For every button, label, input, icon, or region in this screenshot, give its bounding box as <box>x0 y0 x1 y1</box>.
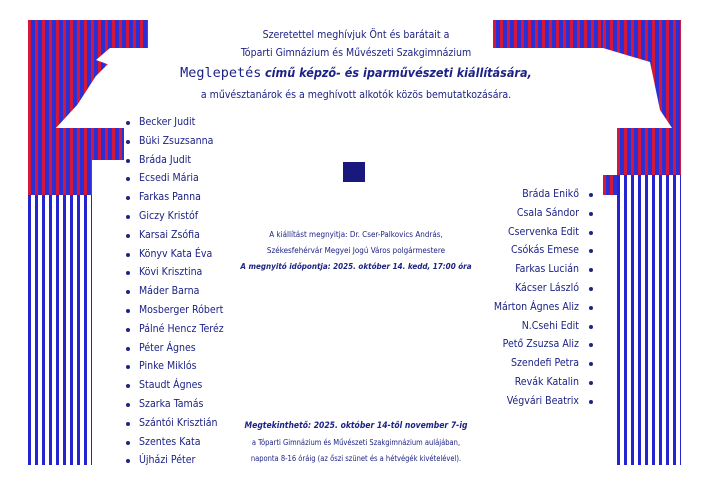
bullet-icon <box>126 384 130 388</box>
school-name: Tóparti Gimnázium és Művészeti Szakgimnázium <box>240 47 472 59</box>
artist-name: Becker Judit <box>139 116 196 128</box>
viewing-hours: naponta 8-16 óráig (az őszi szünet és a hétvégék kivételével). <box>250 454 462 463</box>
list-item <box>126 151 224 170</box>
list-item <box>494 298 593 317</box>
list-item <box>126 301 224 320</box>
artist-name: Kácser László <box>515 281 579 294</box>
artist-name: Végvári Beatrix <box>506 394 579 407</box>
bullet-icon <box>589 193 593 197</box>
bullet-icon <box>589 231 593 235</box>
bullet-icon <box>126 309 130 313</box>
artist-name: Mosberger Róbert <box>139 303 224 316</box>
bullet-icon <box>589 212 593 216</box>
bullet-icon <box>126 365 130 369</box>
artist-name: Szántói Krisztián <box>139 416 218 429</box>
bullet-icon <box>126 403 130 407</box>
list-item <box>126 320 224 339</box>
right-artist-list <box>494 185 593 411</box>
bullet-icon <box>589 362 593 366</box>
viewing-location: a Tóparti Gimnázium és Művészeti Szakgimnázium aulájában, <box>251 438 461 447</box>
list-item <box>126 339 224 358</box>
list-item <box>494 241 593 260</box>
bullet-icon <box>589 249 593 253</box>
list-item <box>126 282 224 301</box>
list-item <box>494 335 593 354</box>
artist-name: Márton Ágnes Aliz <box>493 300 579 313</box>
decorative-square <box>343 162 365 182</box>
bullet-icon <box>126 196 130 200</box>
opening-speaker-title: Székesfehérvár Megyei Jogú Város polgármestere <box>266 246 446 255</box>
bullet-icon <box>589 325 593 329</box>
list-item <box>494 260 593 279</box>
artist-name: N.Csehi Edit <box>521 319 579 332</box>
artist-name: Kövi Krisztina <box>139 266 203 279</box>
artist-name: Büki Zsuzsanna <box>139 134 214 147</box>
invitation-line-4: a művésztanárok és a meghívott alkotók közös bemutatkozására. <box>200 89 512 101</box>
artist-name: Cservenka Edit <box>508 225 579 238</box>
left-artist-list <box>126 113 224 470</box>
list-item <box>494 354 593 373</box>
artist-name: Szendefi Petra <box>510 357 579 370</box>
artist-name: Ecsedi Mária <box>139 172 199 185</box>
bullet-icon <box>126 121 130 125</box>
exhibition-title <box>0 66 712 80</box>
bullet-icon <box>126 290 130 294</box>
artist-name: Pető Zsuzsa Aliz <box>502 338 579 351</box>
artist-name: Csókás Emese <box>510 244 579 257</box>
bullet-icon <box>126 328 130 332</box>
list-item <box>126 357 224 376</box>
bullet-icon <box>126 215 130 219</box>
bullet-icon <box>126 347 130 351</box>
list-item <box>126 169 224 188</box>
list-item <box>494 373 593 392</box>
bullet-icon <box>126 159 130 163</box>
list-item <box>126 395 224 414</box>
artist-name: Szentes Kata <box>139 435 201 448</box>
bullet-icon <box>589 400 593 404</box>
invitation-line-1: Szeretettel meghívjuk Önt és barátait a <box>262 29 450 41</box>
artist-name: Szarka Tamás <box>139 397 204 410</box>
artist-name: Pálné Hencz Teréz <box>139 322 224 335</box>
list-item <box>126 188 224 207</box>
list-item <box>494 185 593 204</box>
list-item <box>126 376 224 395</box>
bullet-icon <box>589 287 593 291</box>
viewing-dates: Megtekinthető: 2025. október 14-től november 7-ig <box>244 421 468 431</box>
opening-speaker: A kiállítást megnyitja: Dr. Cser-Palkovics András, <box>269 230 443 239</box>
exhibition-subtitle: című képző- és iparművészeti kiállítására, <box>265 65 532 80</box>
artist-name: Farkas Panna <box>139 191 201 204</box>
list-item <box>126 113 224 132</box>
artist-name: Farkas Lucián <box>515 263 579 276</box>
artist-name: Újházi Péter <box>139 454 196 467</box>
bullet-icon <box>126 140 130 144</box>
bullet-icon <box>126 177 130 181</box>
bullet-icon <box>589 306 593 310</box>
list-item <box>126 132 224 151</box>
artist-name: Máder Barna <box>139 285 200 298</box>
artist-name: Péter Ágnes <box>139 341 196 354</box>
artist-name: Staudt Ágnes <box>139 379 203 392</box>
bullet-icon <box>589 381 593 385</box>
artist-name: Bráda Enikő <box>522 188 579 200</box>
list-item <box>494 317 593 336</box>
list-item <box>494 223 593 242</box>
artist-name: Giczy Kristóf <box>139 209 199 222</box>
bullet-icon <box>589 343 593 347</box>
opening-time: A megnyitó időpontja: 2025. október 14. kedd, 17:00 óra <box>240 262 472 271</box>
artist-name: Csala Sándor <box>516 206 579 219</box>
artist-name: Revák Katalin <box>514 375 579 388</box>
list-item <box>494 279 593 298</box>
bullet-icon <box>589 268 593 272</box>
list-item <box>126 207 224 226</box>
artist-name: Bráda Judit <box>139 153 192 166</box>
artist-name: Pinke Miklós <box>139 360 197 373</box>
artist-name: Karsai Zsófia <box>139 228 200 241</box>
list-item <box>494 392 593 411</box>
artist-name: Könyv Kata Éva <box>139 247 213 260</box>
exhibition-brand: Meglepetés <box>180 65 262 81</box>
list-item <box>494 204 593 223</box>
